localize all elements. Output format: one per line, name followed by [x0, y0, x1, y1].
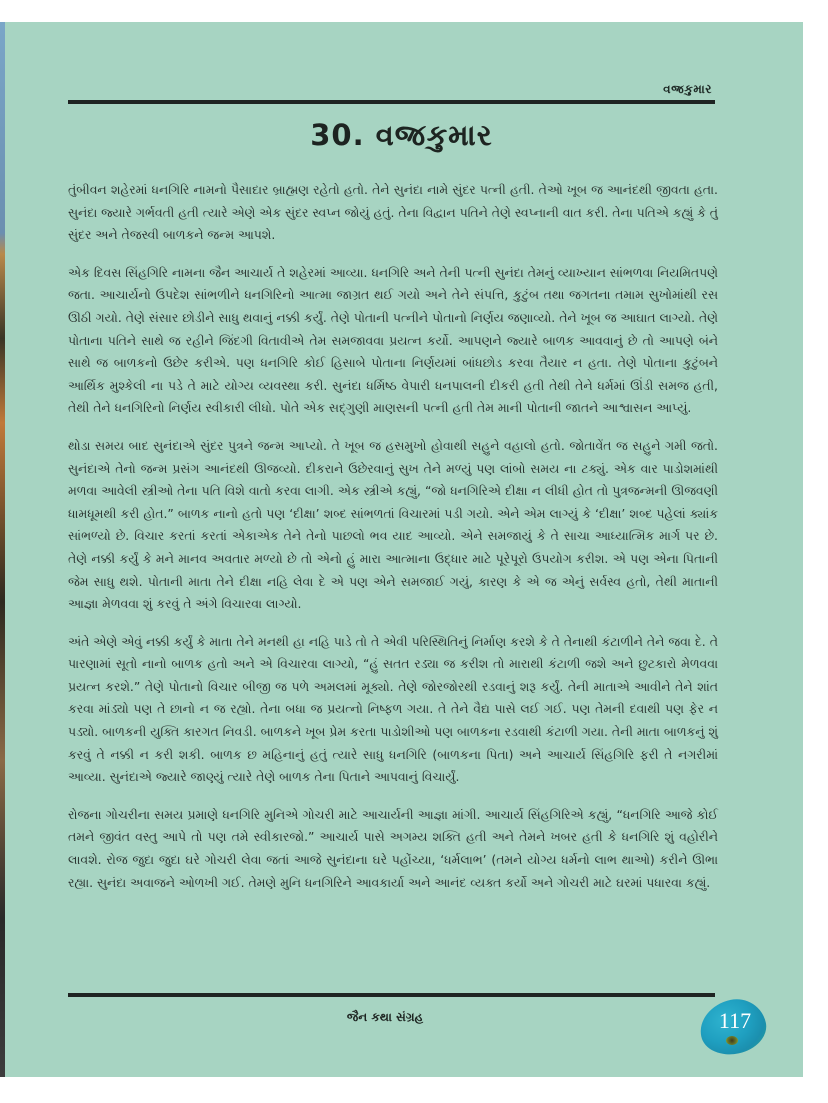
- binding-edge-strip: [0, 22, 5, 1077]
- paragraph: એક દિવસ સિંહગિરિ નામના જૈન આચાર્ય તે શહેરમાં આવ્યા. ધનગિરિ અને તેની પત્ની સુનંદા તેમનું વ્યાખ્યાન સાંભળવા નિયમિતપણે જતા. આચાર્યનો ઉપદેશ સાંભળીને ધનગિરિનો આત્મા જાગ્રત થઈ ગયો અને તેને સંપત્તિ, કુટુંબ તથા જગતના તમામ સુખોમાંથી રસ ઊઠી ગયો. તેણે સંસાર છોડીને સાધુ થવાનું નક્કી કર્યું. તેણે પોતાની પત્નીને પોતાનો નિર્ણય જણાવ્યો. તેને ખૂબ જ આઘાત લાગ્યો. તેણે પોતાના પતિને સાથે જ રહીને જિંદગી વિતાવીએ તેમ સમજાવવા પ્રયત્ન કર્યો. આપણને જ્યારે બાળક આવવાનું છે તો આપણે બંને સાથે જ બાળકનો ઉછેર કરીએ. પણ ધનગિરિ કોઈ હિસાબે પોતાના નિર્ણયમાં બાંધછોડ કરવા તૈયાર ન હતા. તેણે પોતાના કુટુંબને આર્થિક મુશ્કેલી ના પડે તે માટે યોગ્ય વ્યવસ્થા કરી. સુનંદા ધર્મિષ્ઠ વેપારી ધનપાલની દીકરી હતી તેથી તેને ધર્મમાં ઊંડી સમજ હતી, તેથી તેને ધનગિરિનો નિર્ણય સ્વીકારી લીધો. પોતે એક સદ્‌ગુણી માણસની પત્ની હતી તેમ માની પોતાની જાતને આશ્વાસન આપ્યું.: [68, 264, 718, 416]
- book-page: [0, 22, 803, 1077]
- page-number-badge: [700, 998, 766, 1056]
- footer-rule: [68, 993, 715, 997]
- story-body: [68, 179, 718, 909]
- seed-dot-icon: [726, 1036, 738, 1045]
- running-header: વજ્રકુમાર: [663, 82, 712, 96]
- paragraph: રોજના ગોચરીના સમય પ્રમાણે ધનગિરિ મુનિએ ગોચરી માટે આચાર્યની આજ્ઞા માંગી. આચાર્ય સિંહગિરિએ કહ્યું, “ધનગિરિ આજે કોઈ તમને જીવંત વસ્તુ આપે તો પણ તમે સ્વીકારજો.” આચાર્ય પાસે અગમ્ય શક્તિ હતી અને તેમને ખબર હતી કે ધનગિરિ શું વહોરીને લાવશે. રોજ જુદા જુદા ઘરે ગોચરી લેવા જતાં આજે સુનંદાના ઘરે પહોંચ્યા, ‘ધર્મલાભ’ (તમને યોગ્ય ધર્મનો લાભ થાઓ) કરીને ઊભા રહ્યા. સુનંદા અવાજને ઓળખી ગઈ. તેમણે મુનિ ધનગિરિને આવકાર્યા અને આનંદ વ્યક્ત કર્યો અને ગોચરી માટે ઘરમાં પધારવા કહ્યું.: [68, 806, 718, 890]
- header-rule: [68, 100, 715, 104]
- paragraph: અંતે એણે એવું નક્કી કર્યું કે માતા તેને મનથી હા નહિ પાડે તો તે એવી પરિસ્થિતિનું નિર્માણ કરશે કે તે તેનાથી કંટાળીને તેને જવા દે. તે પારણામાં સૂતો નાનો બાળક હતો અને એ વિચારવા લાગ્યો, “હું સતત રડ્યા જ કરીશ તો મારાથી કંટાળી જશે અને છુટકારો મેળવવા પ્રયત્ન કરશે.” તેણે પોતાનો વિચાર બીજી જ પળે અમલમાં મૂક્યો. તેણે જોરજોરથી રડવાનું શરૂ કર્યું. તેની માતાએ આવીને તેને શાંત કરવા માંડ્યો પણ તે છાનો ન જ રહ્યો. તેના બધા જ પ્રયત્નો નિષ્ફળ ગયા. તે તેને વૈદ્ય પાસે લઈ ગઈ. પણ તેમની દવાથી પણ ફેર ન પડ્યો. બાળકની યુક્તિ કારગત નિવડી. બાળકને ખૂબ પ્રેમ કરતા પાડોશીઓ પણ બાળકના રડવાથી કંટાળી ગયા. તેની માતા બાળકનું શું કરવું તે નક્કી ન કરી શકી. બાળક છ મહિનાનું હતું ત્યારે સાધુ ધનગિરિ (બાળકના પિતા) અને આચાર્ય સિંહગિરિ ફરી તે નગરીમાં આવ્યા. સુનંદાએ જ્યારે જાણ્યું ત્યારે તેણે બાળક તેના પિતાને આપવાનું વિચાર્યું.: [68, 633, 718, 785]
- chapter-title: 30. વજ્રકુમાર: [310, 118, 493, 152]
- paragraph: તુંબીવન શહેરમાં ધનગિરિ નામનો પૈસાદાર બ્રાહ્મણ રહેતો હતો. તેને સુનંદા નામે સુંદર પત્ની હતી. તેઓ ખૂબ જ આનંદથી જીવતા હતા. સુનંદા જ્યારે ગર્ભવતી હતી ત્યારે એણે એક સુંદર સ્વપ્ન જોયું હતું. તેના વિદ્વાન પતિને તેણે સ્વપ્નાની વાત કરી. તેના પતિએ કહ્યું કે તું સુંદર અને તેજસ્વી બાળકને જન્મ આપશે.: [68, 182, 718, 243]
- page-number: 117: [718, 1008, 752, 1033]
- book-title-footer: જૈન કથા સંગ્રહ: [346, 1010, 424, 1024]
- paragraph: થોડા સમય બાદ સુનંદાએ સુંદર પુત્રને જન્મ આપ્યો. તે ખૂબ જ હસમુખો હોવાથી સહુને વહાલો હતો. જોતાવેંત જ સહુને ગમી જતો. સુનંદાએ તેનો જન્મ પ્રસંગ આનંદથી ઊજવ્યો. દીકરાને ઉછેરવાનું સુખ તેને મળ્યું પણ લાંબો સમય ના ટક્યું. એક વાર પાડોશમાંથી મળવા આવેલી સ્ત્રીઓ તેના પતિ વિશે વાતો કરવા લાગી. એક સ્ત્રીએ કહ્યું, “જો ધનગિરિએ દીક્ષા ન લીધી હોત તો પુત્રજન્મની ઊજવણી ધામધૂમથી કરી હોત.” બાળક નાનો હતો પણ ‘દીક્ષા’ શબ્દ સાંભળતાં વિચારમાં પડી ગયો. એને એમ લાગ્યું કે ‘દીક્ષા’ શબ્દ પહેલાં ક્યાંક સાંભળ્યો છે. વિચાર કરતાં કરતાં એકાએક તેને તેનો પાછલો ભવ યાદ આવ્યો. એને સમજાયું કે તે સાચા આધ્યાત્મિક માર્ગ પર છે. તેણે નક્કી કર્યું કે મને માનવ અવતાર મળ્યો છે તો એનો હું મારા આત્માના ઉદ્ધાર માટે પૂરેપૂરો ઉપયોગ કરીશ. એ પણ એના પિતાની જેમ સાધુ થશે. પોતાની માતા તેને દીક્ષા નહિ લેવા દે એ પણ એને સમજાઈ ગયું, કારણ કે એ જ એનું સર્વસ્વ હતો, તેથી માતાની આજ્ઞા મેળવવા શું કરવું તે અંગે વિચારવા લાગ્યો.: [68, 437, 718, 612]
